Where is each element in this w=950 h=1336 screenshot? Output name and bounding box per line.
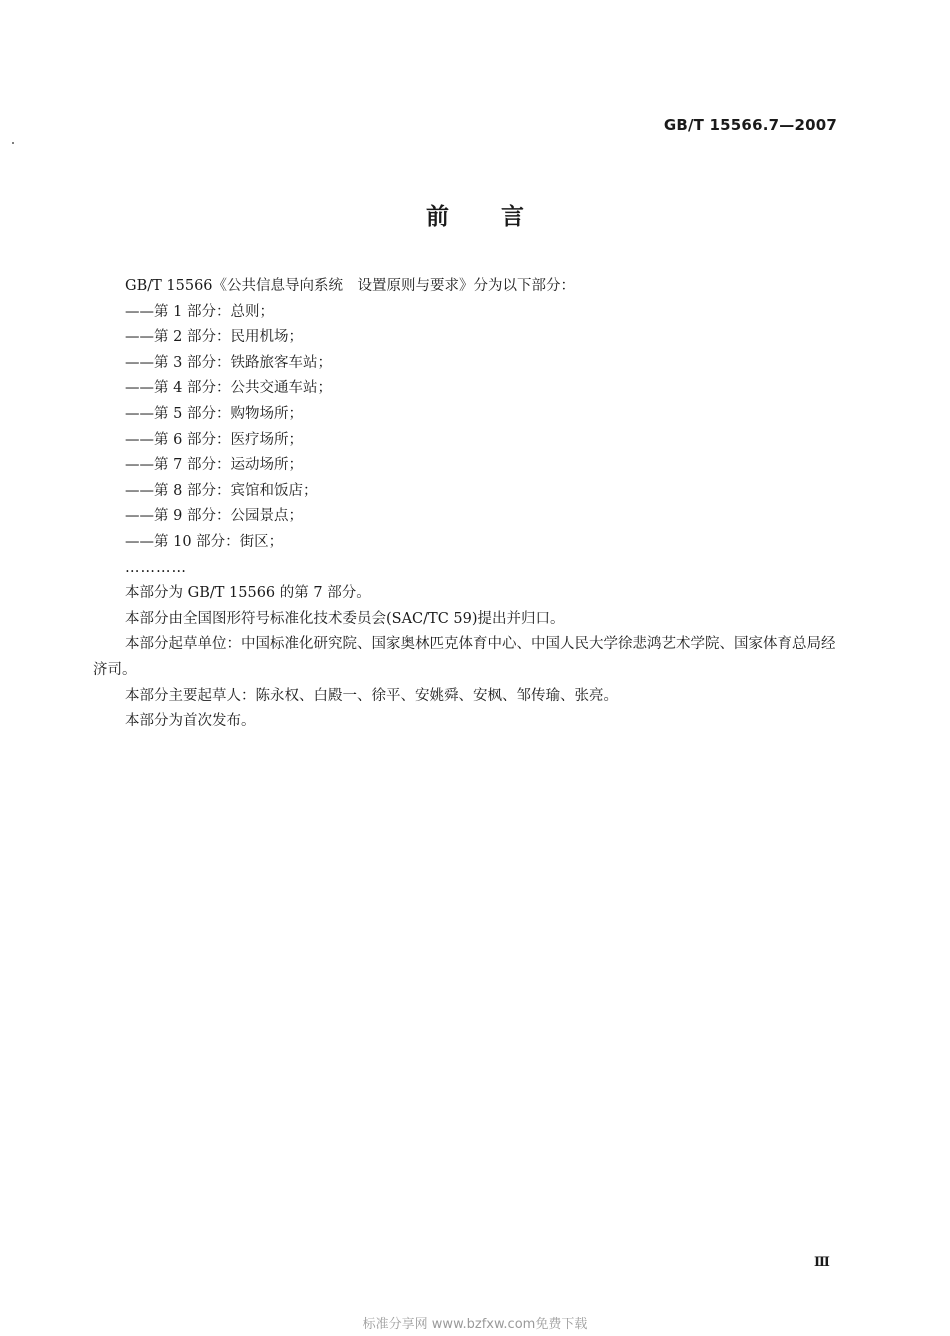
document-body <box>93 274 838 735</box>
list-ellipsis: ………… <box>125 559 187 576</box>
list-item: ——第 1 部分：总则； <box>125 303 274 320</box>
list-item: ——第 3 部分：铁路旅客车站； <box>125 354 332 371</box>
paragraph-proposer: 本部分由全国图形符号标准化技术委员会(SAC/TC 59)提出并归口。 <box>125 610 565 627</box>
page-number: Ⅲ <box>814 1255 830 1270</box>
paragraph-first-release: 本部分为首次发布。 <box>125 713 256 730</box>
footer-watermark: 标准分享网 www.bzfxw.com免费下载 <box>362 1317 588 1332</box>
intro-paragraph: GB/T 15566《公共信息导向系统 设置原则与要求》分为以下部分： <box>125 278 576 294</box>
list-item: ——第 5 部分：购物场所； <box>125 405 303 422</box>
list-item: ——第 8 部分：宾馆和饭店； <box>125 482 318 499</box>
list-item: ——第 7 部分：运动场所； <box>125 457 303 474</box>
list-item: ——第 6 部分：医疗场所； <box>125 431 303 448</box>
scan-artifact-dot <box>12 142 14 144</box>
page-title: 前言 <box>426 204 576 230</box>
list-item: ——第 10 部分：街区； <box>125 533 284 550</box>
list-item: ——第 2 部分：民用机场； <box>125 329 303 346</box>
standard-code: GB/T 15566.7—2007 <box>663 116 837 134</box>
list-item: ——第 4 部分：公共交通车站； <box>125 380 332 397</box>
paragraph-drafting-units: 本部分起草单位：中国标准化研究院、国家奥林匹克体育中心、中国人民大学徐悲鸿艺术学院、国家体育总局经济司。 <box>93 636 836 678</box>
paragraph-part-statement: 本部分为 GB/T 15566 的第 7 部分。 <box>125 585 371 602</box>
paragraph-drafters: 本部分主要起草人：陈永权、白殿一、徐平、安姚舜、安枫、邹传瑜、张亮。 <box>125 687 618 704</box>
list-item: ——第 9 部分：公园景点； <box>125 508 303 525</box>
